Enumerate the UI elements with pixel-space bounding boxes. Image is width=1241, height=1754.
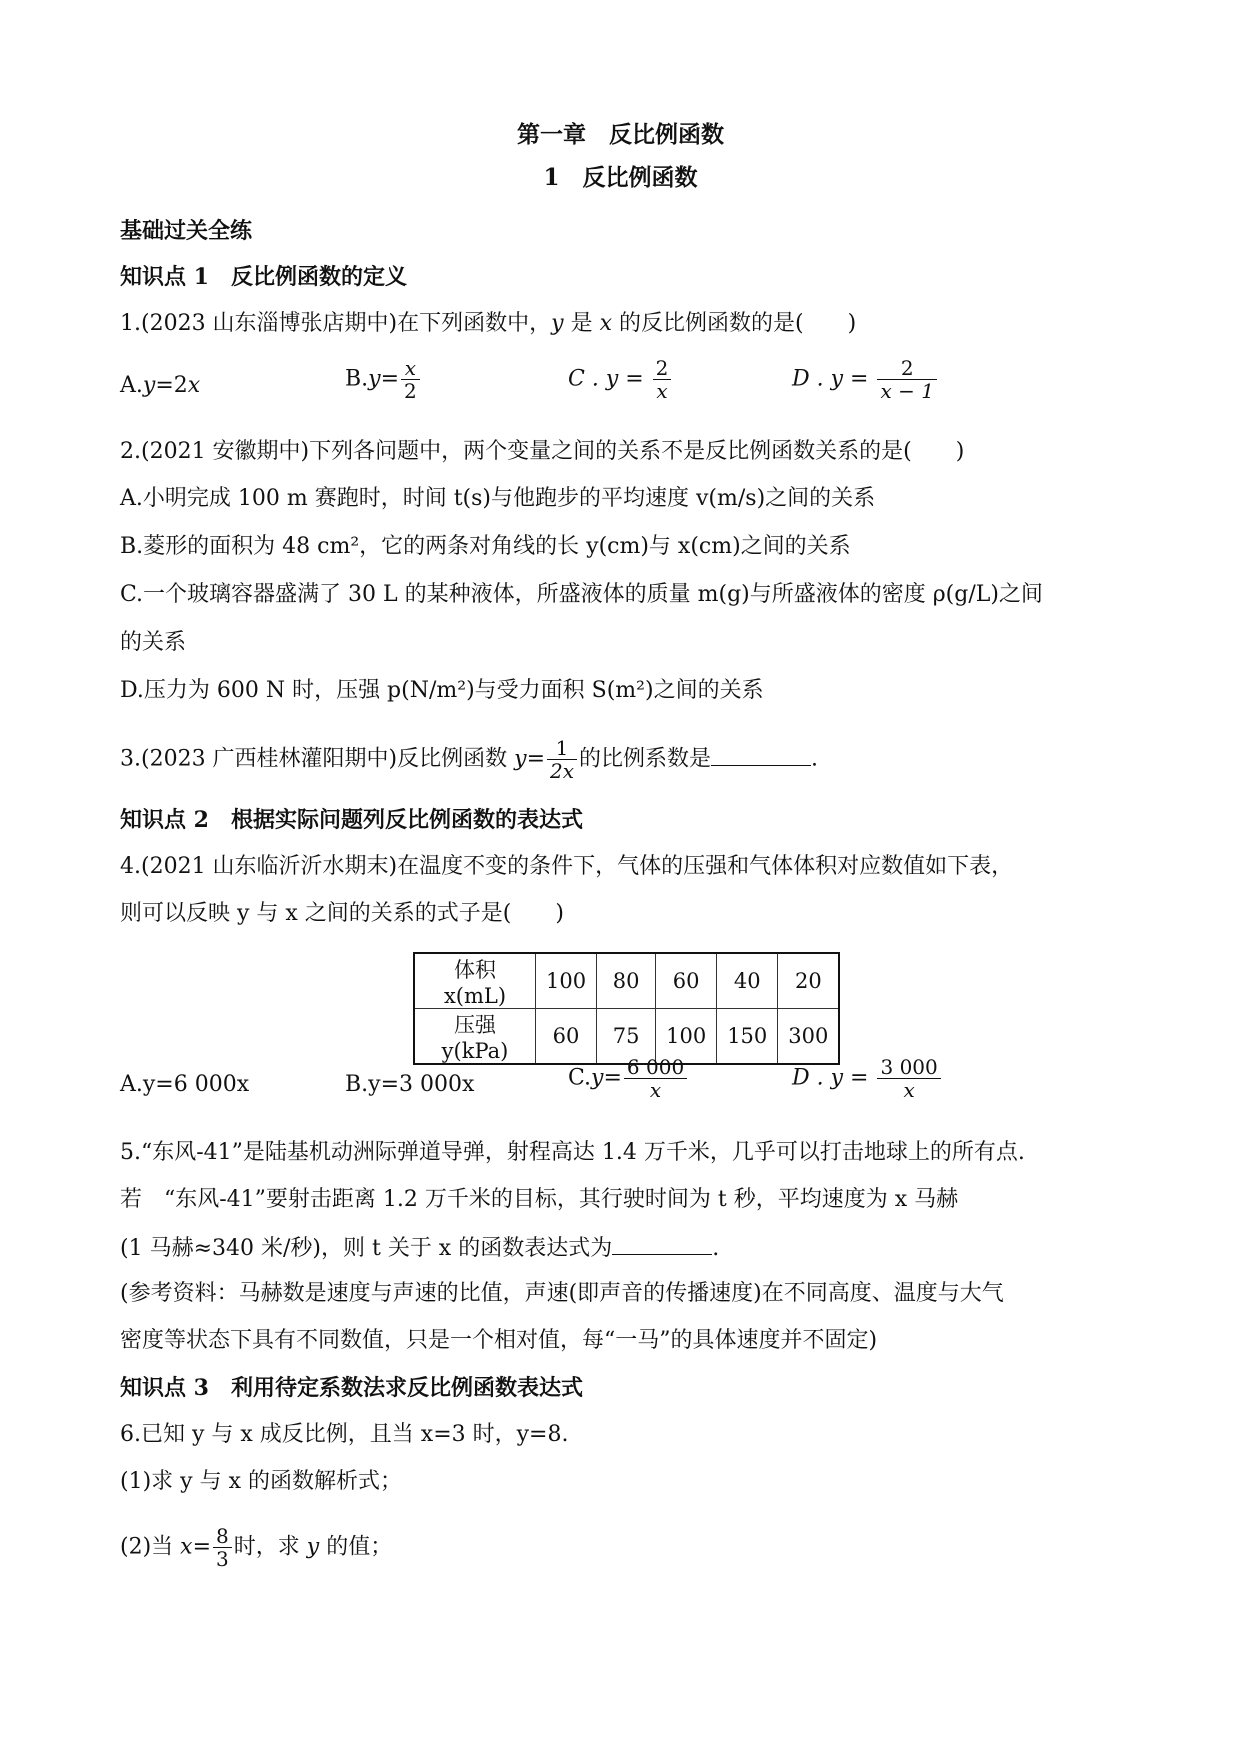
table-row-header: 体积 x(mL)	[414, 953, 536, 1009]
table-row	[414, 953, 839, 1009]
chapter-title: 第一章 反比例函数	[517, 121, 724, 148]
knowledge-point-3: 知识点 3 利用待定系数法求反比例函数表达式	[120, 1375, 583, 1401]
question-5-note-line2: 密度等状态下具有不同数值，只是一个相对值，每“一马”的具体速度并不固定)	[120, 1328, 878, 1353]
q2-option-c-line1: C.一个玻璃容器盛满了 30 L 的某种液体，所盛液体的质量 m(g)与所盛液体的密度 ρ(g/L)之间	[120, 582, 1043, 607]
question-4-line1: 4.(2021 山东临沂沂水期末)在温度不变的条件下，气体的压强和气体体积对应数值如下表，	[120, 854, 1014, 879]
question-5-line2: 若 “东风-41”要射击距离 1.2 万千米的目标，其行驶时间为 t 秒，平均速度为 x 马赫	[120, 1187, 959, 1212]
knowledge-point-2: 知识点 2 根据实际问题列反比例函数的表达式	[120, 807, 583, 833]
question-4-line2: 则可以反映 y 与 x 之间的关系的式子是( )	[120, 901, 564, 926]
table-cell: 40	[717, 953, 778, 1009]
q2-option-c-line2: 的关系	[120, 630, 187, 655]
question-2-stem: 2.(2021 安徽期中)下列各问题中，两个变量之间的关系不是反比例函数关系的是( )	[120, 439, 965, 464]
table-cell: 75	[597, 1009, 656, 1065]
q1-option-b: B.y= $\frac{x}{2}$	[345, 357, 422, 402]
table-cell: 60	[656, 953, 717, 1009]
table-cell: 80	[597, 953, 656, 1009]
q1-option-a: A.y=2x	[120, 373, 201, 398]
table-cell: 100	[536, 953, 597, 1009]
q1-option-c: C . y = $\frac{2}{x}$	[568, 357, 673, 402]
q4-option-c: C.y= $\frac{6 000}{x}$	[568, 1056, 689, 1101]
q3-answer-blank[interactable]	[711, 743, 811, 766]
pressure-volume-table	[413, 952, 840, 1065]
q2-option-a: A.小明完成 100 m 赛跑时，时间 t(s)与他跑步的平均速度 v(m/s)之间的关系	[120, 486, 876, 511]
question-5-note-line1: (参考资料：马赫数是速度与声速的比值，声速(即声音的传播速度)在不同高度、温度与大气	[120, 1281, 1004, 1306]
table-cell: 20	[778, 953, 840, 1009]
q1-option-d: D . y = $\frac{2}{x - 1}$	[792, 357, 939, 402]
question-6-part-1: (1)求 y 与 x 的函数解析式；	[120, 1469, 402, 1494]
question-6-stem: 6.已知 y 与 x 成反比例，且当 x=3 时，y=8.	[120, 1422, 569, 1447]
q4-option-d: D . y = $\frac{3 000}{x}$	[792, 1056, 943, 1101]
q4-option-a: A.y=6 000x	[120, 1072, 250, 1097]
q5-answer-blank[interactable]	[612, 1232, 712, 1255]
q4-option-b: B.y=3 000x	[345, 1072, 475, 1097]
section-title: 1 反比例函数	[543, 164, 698, 191]
knowledge-point-1: 知识点 1 反比例函数的定义	[120, 264, 407, 290]
question-5-line1: 5.“东风-41”是陆基机动洲际弹道导弹，射程高达 1.4 万千米，几乎可以打击地球上的所有点.	[120, 1140, 1025, 1165]
table-row-header: 压强 y(kPa)	[414, 1009, 536, 1065]
table-cell: 300	[778, 1009, 840, 1065]
question-1-stem: 1.(2023 山东淄博张店期中)在下列函数中，y 是 x 的反比例函数的是( )	[120, 311, 857, 336]
q2-option-d: D.压力为 600 N 时，压强 p(N/m²)与受力面积 S(m²)之间的关系	[120, 678, 764, 703]
question-5-line3: (1 马赫≈340 米/秒)，则 t 关于 x 的函数表达式为 .	[120, 1232, 719, 1264]
table-cell: 150	[717, 1009, 778, 1065]
exercise-heading: 基础过关全练	[120, 218, 253, 244]
question-3: 3.(2023 广西桂林灌阳期中)反比例函数 y= $\frac{1}{2x}$ 的比例系数是 .	[120, 736, 819, 783]
question-6-part-2: (2)当 x= $\frac{8}{3}$ 时，求 y 的值；	[120, 1524, 393, 1571]
table-cell: 100	[656, 1009, 717, 1065]
table-cell: 60	[536, 1009, 597, 1065]
q2-option-b: B.菱形的面积为 48 cm²，它的两条对角线的长 y(cm)与 x(cm)之间的关系	[120, 534, 851, 559]
